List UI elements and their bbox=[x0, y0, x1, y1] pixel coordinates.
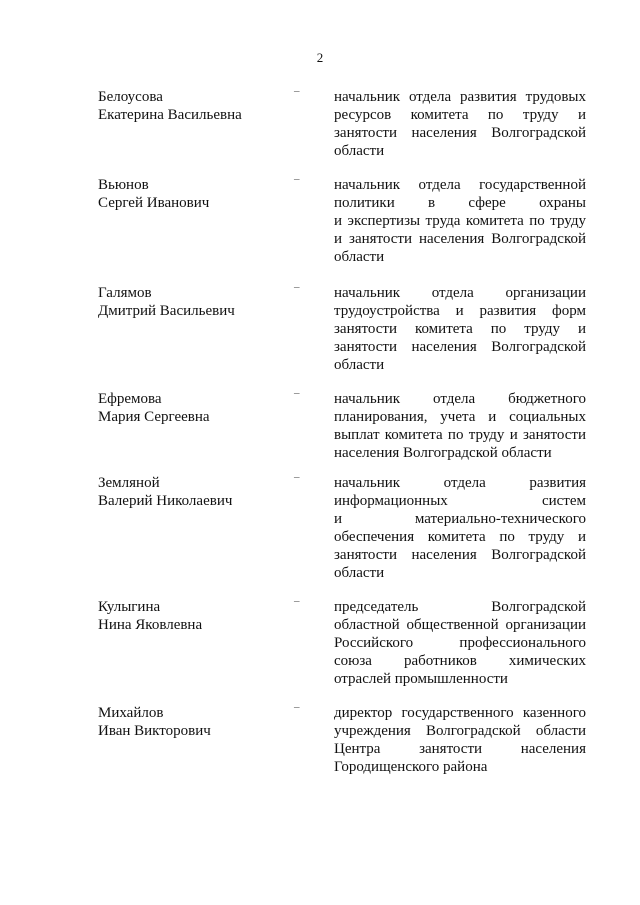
separator-dash: – bbox=[294, 387, 300, 399]
position-line: занятости населения Волгоградской bbox=[334, 547, 586, 563]
separator-dash: – bbox=[294, 173, 300, 185]
position-line: начальник отдела бюджетного bbox=[334, 391, 586, 407]
member-position bbox=[334, 474, 586, 582]
member-given-names: Нина Яковлевна bbox=[98, 617, 203, 633]
position-line: и материально-технического bbox=[334, 511, 586, 527]
position-line: директор государственного казенного bbox=[334, 705, 586, 721]
position-line: информационных систем bbox=[334, 493, 586, 509]
member-surname: Галямов bbox=[98, 285, 152, 301]
position-line: области bbox=[334, 249, 385, 265]
member-position bbox=[334, 176, 586, 266]
member-surname: Земляной bbox=[98, 475, 160, 491]
position-line: ресурсов комитета по труду и bbox=[334, 107, 586, 123]
position-line: Центра занятости населения bbox=[334, 741, 586, 757]
position-line: планирования, учета и социальных bbox=[334, 409, 586, 425]
member-name bbox=[98, 284, 283, 320]
separator-dash: – bbox=[294, 471, 300, 483]
separator-dash: – bbox=[294, 281, 300, 293]
position-line: областной общественной организации bbox=[334, 617, 586, 633]
position-line: трудоустройства и развития форм bbox=[334, 303, 586, 319]
member-name bbox=[98, 704, 283, 740]
position-line: начальник отдела государственной bbox=[334, 177, 586, 193]
page-number: 2 bbox=[316, 50, 324, 65]
position-line: отраслей промышленности bbox=[334, 671, 508, 687]
member-name bbox=[98, 88, 283, 124]
member-surname: Белоусова bbox=[98, 89, 163, 105]
member-given-names: Екатерина Васильевна bbox=[98, 107, 242, 123]
position-line: начальник отдела организации bbox=[334, 285, 586, 301]
separator-dash: – bbox=[294, 85, 300, 97]
member-given-names: Дмитрий Васильевич bbox=[98, 303, 235, 319]
member-name bbox=[98, 598, 283, 634]
member-name bbox=[98, 176, 283, 212]
member-given-names: Мария Сергеевна bbox=[98, 409, 210, 425]
position-line: начальник отдела развития трудовых bbox=[334, 89, 586, 105]
member-given-names: Иван Викторович bbox=[98, 723, 211, 739]
member-surname: Вьюнов bbox=[98, 177, 149, 193]
position-line: занятости населения Волгоградской bbox=[334, 339, 586, 355]
member-position bbox=[334, 284, 586, 374]
member-surname: Михайлов bbox=[98, 705, 164, 721]
member-name bbox=[98, 390, 283, 426]
position-line: председатель Волгоградской bbox=[334, 599, 586, 615]
member-position bbox=[334, 598, 586, 688]
member-given-names: Сергей Иванович bbox=[98, 195, 210, 211]
position-line: союза работников химических bbox=[334, 653, 586, 669]
position-line: области bbox=[334, 143, 385, 159]
position-line: области bbox=[334, 565, 385, 581]
position-line: начальник отдела развития bbox=[334, 475, 586, 491]
member-surname: Кулыгина bbox=[98, 599, 161, 615]
member-surname: Ефремова bbox=[98, 391, 162, 407]
position-line: и экспертизы труда комитета по труду bbox=[334, 213, 586, 229]
position-line: Городищенского района bbox=[334, 759, 488, 775]
member-position bbox=[334, 704, 586, 776]
separator-dash: – bbox=[294, 701, 300, 713]
position-line: выплат комитета по труду и занятости bbox=[334, 427, 586, 443]
separator-dash: – bbox=[294, 595, 300, 607]
member-position bbox=[334, 390, 586, 462]
position-line: занятости комитета по труду и bbox=[334, 321, 586, 337]
position-line: обеспечения комитета по труду и bbox=[334, 529, 586, 545]
position-line: учреждения Волгоградской области bbox=[334, 723, 586, 739]
member-name bbox=[98, 474, 283, 510]
position-line: занятости населения Волгоградской bbox=[334, 125, 586, 141]
position-line: населения Волгоградской области bbox=[334, 445, 552, 461]
member-given-names: Валерий Николаевич bbox=[98, 493, 233, 509]
position-line: и занятости населения Волгоградской bbox=[334, 231, 586, 247]
position-line: Российского профессионального bbox=[334, 635, 586, 651]
position-line: политики в сфере охраны bbox=[334, 195, 586, 211]
position-line: области bbox=[334, 357, 385, 373]
member-position bbox=[334, 88, 586, 160]
